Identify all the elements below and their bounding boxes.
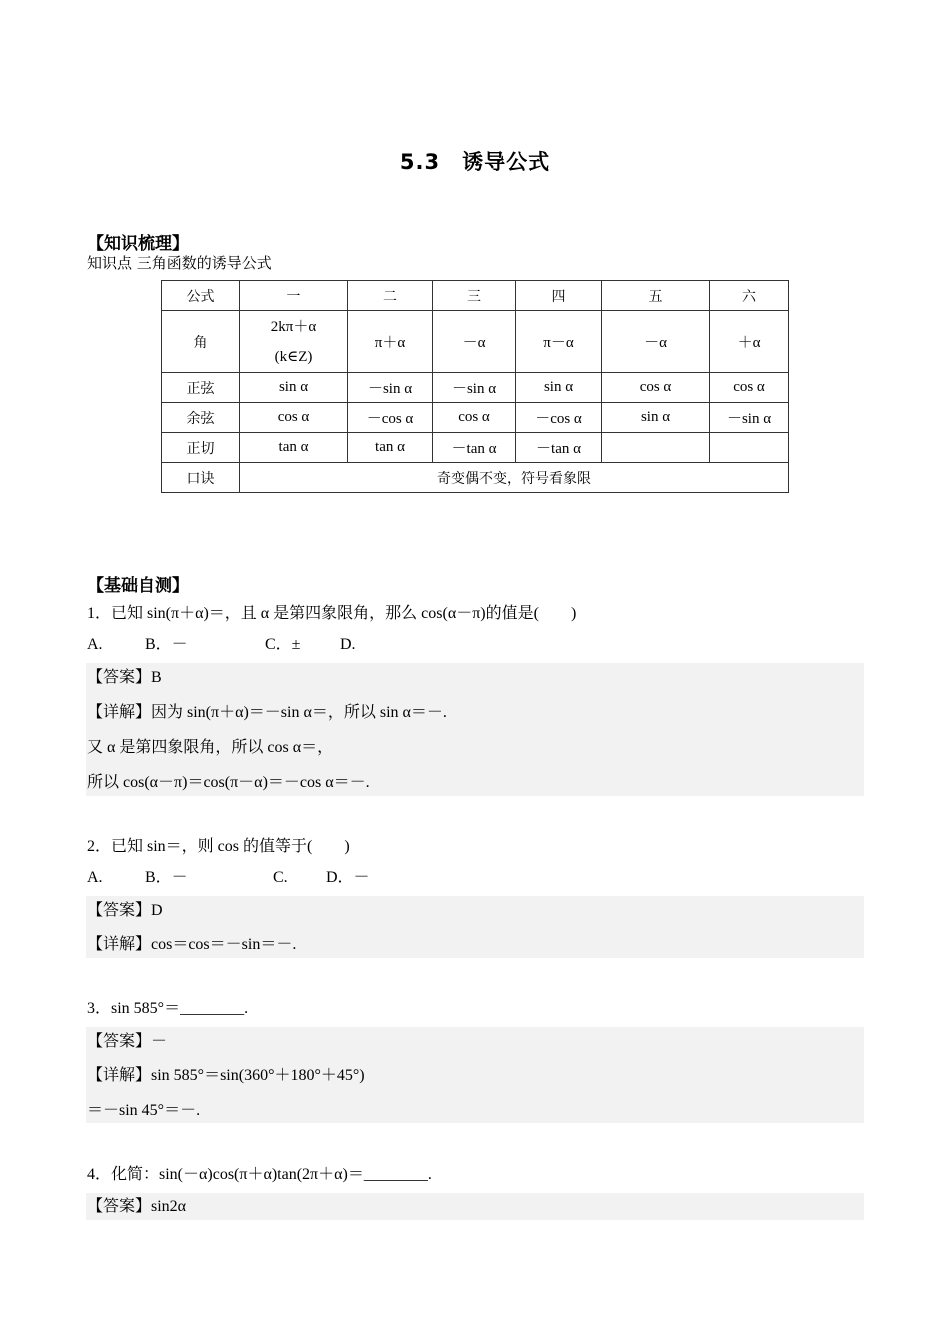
knowledge-point-title: 知识点 三角函数的诱导公式 [87, 254, 272, 272]
answer-detail: 【详解】cos＝cos＝－sin＝－. [87, 936, 297, 953]
table-cell: －sin α [433, 373, 516, 403]
table-cell: 六 [710, 281, 789, 311]
table-cell-label: 角 [162, 311, 240, 373]
table-cell-line: 2kπ＋α [270, 318, 317, 335]
table-cell: 一 [240, 281, 348, 311]
option-a: A. [87, 869, 103, 886]
table-cell: tan α [240, 433, 348, 463]
question-1-answer-box [86, 663, 864, 796]
question-2-stem: 2．已知 sin＝，则 cos 的值等于( ) [87, 838, 350, 855]
table-row-header [162, 281, 789, 311]
table-cell-label: 余弦 [162, 403, 240, 433]
table-cell: sin α [240, 373, 348, 403]
option-d: D．－ [326, 869, 370, 886]
table-cell: 五 [602, 281, 710, 311]
option-b: B．－ [145, 636, 188, 653]
answer-detail: 【详解】因为 sin(π＋α)＝－sin α＝，所以 sin α＝－. [87, 704, 447, 721]
table-cell-label: 公式 [162, 281, 240, 311]
table-row-sine [162, 373, 789, 403]
question-2-options [87, 867, 487, 889]
table-cell: cos α [602, 373, 710, 403]
table-cell: sin α [516, 373, 602, 403]
table-cell: π＋α [348, 311, 433, 373]
table-cell: －cos α [348, 403, 433, 433]
table-cell [240, 311, 348, 373]
table-cell: 四 [516, 281, 602, 311]
table-cell: －tan α [516, 433, 602, 463]
table-cell-label: 口诀 [162, 463, 240, 493]
table-cell: －cos α [516, 403, 602, 433]
option-a: A. [87, 636, 103, 653]
table-cell: ＋α [710, 311, 789, 373]
question-1-options [87, 634, 487, 656]
option-c: C．± [265, 636, 301, 653]
mnemonic-text: 奇变偶不变，符号看象限 [240, 463, 789, 493]
section-heading-knowledge: 【知识梳理】 [87, 234, 189, 254]
table-cell-label: 正切 [162, 433, 240, 463]
option-c: C. [273, 869, 288, 886]
table-cell-label: 正弦 [162, 373, 240, 403]
answer-detail: 【详解】sin 585°＝sin(360°＋180°＋45°) [87, 1067, 365, 1084]
table-cell: 二 [348, 281, 433, 311]
answer-label: 【答案】D [87, 902, 163, 919]
answer-detail: 又 α 是第四象限角，所以 cos α＝， [87, 739, 334, 756]
table-cell: 三 [433, 281, 516, 311]
table-cell: －α [602, 311, 710, 373]
table-cell: cos α [710, 373, 789, 403]
table-cell: π－α [516, 311, 602, 373]
answer-label: 【答案】－ [87, 1033, 168, 1050]
table-row-cosine [162, 403, 789, 433]
answer-detail: ＝－sin 45°＝－. [87, 1102, 201, 1119]
table-cell-line: (k∈Z) [274, 348, 313, 365]
question-4-answer-box [86, 1193, 864, 1220]
table-cell [710, 433, 789, 463]
question-3-answer-box [86, 1027, 864, 1123]
induction-formula-table [161, 280, 789, 493]
table-cell: －α [433, 311, 516, 373]
option-b: B．－ [145, 869, 188, 886]
table-cell: tan α [348, 433, 433, 463]
table-cell: cos α [433, 403, 516, 433]
table-row-tangent [162, 433, 789, 463]
table-cell: －sin α [710, 403, 789, 433]
answer-label: 【答案】B [87, 669, 162, 686]
table-cell: －sin α [348, 373, 433, 403]
table-cell: －tan α [433, 433, 516, 463]
question-2-answer-box [86, 896, 864, 958]
answer-label: 【答案】sin2α [87, 1198, 187, 1215]
question-4-stem: 4．化简：sin(－α)cos(π＋α)tan(2π＋α)＝________. [87, 1166, 432, 1183]
table-cell: cos α [240, 403, 348, 433]
question-3-stem: 3．sin 585°＝________. [87, 1000, 249, 1017]
table-row-mnemonic [162, 463, 789, 493]
question-1-stem: 1．已知 sin(π＋α)＝，且 α 是第四象限角，那么 cos(α－π)的值是( ) [87, 605, 577, 622]
section-heading-self-test: 【基础自测】 [87, 576, 189, 596]
page-title: 5.3 诱导公式 [399, 150, 551, 174]
table-cell [602, 433, 710, 463]
table-cell: sin α [602, 403, 710, 433]
table-row-angle [162, 311, 789, 373]
option-d: D. [340, 636, 356, 653]
answer-detail: 所以 cos(α－π)＝cos(π－α)＝－cos α＝－. [87, 774, 370, 791]
